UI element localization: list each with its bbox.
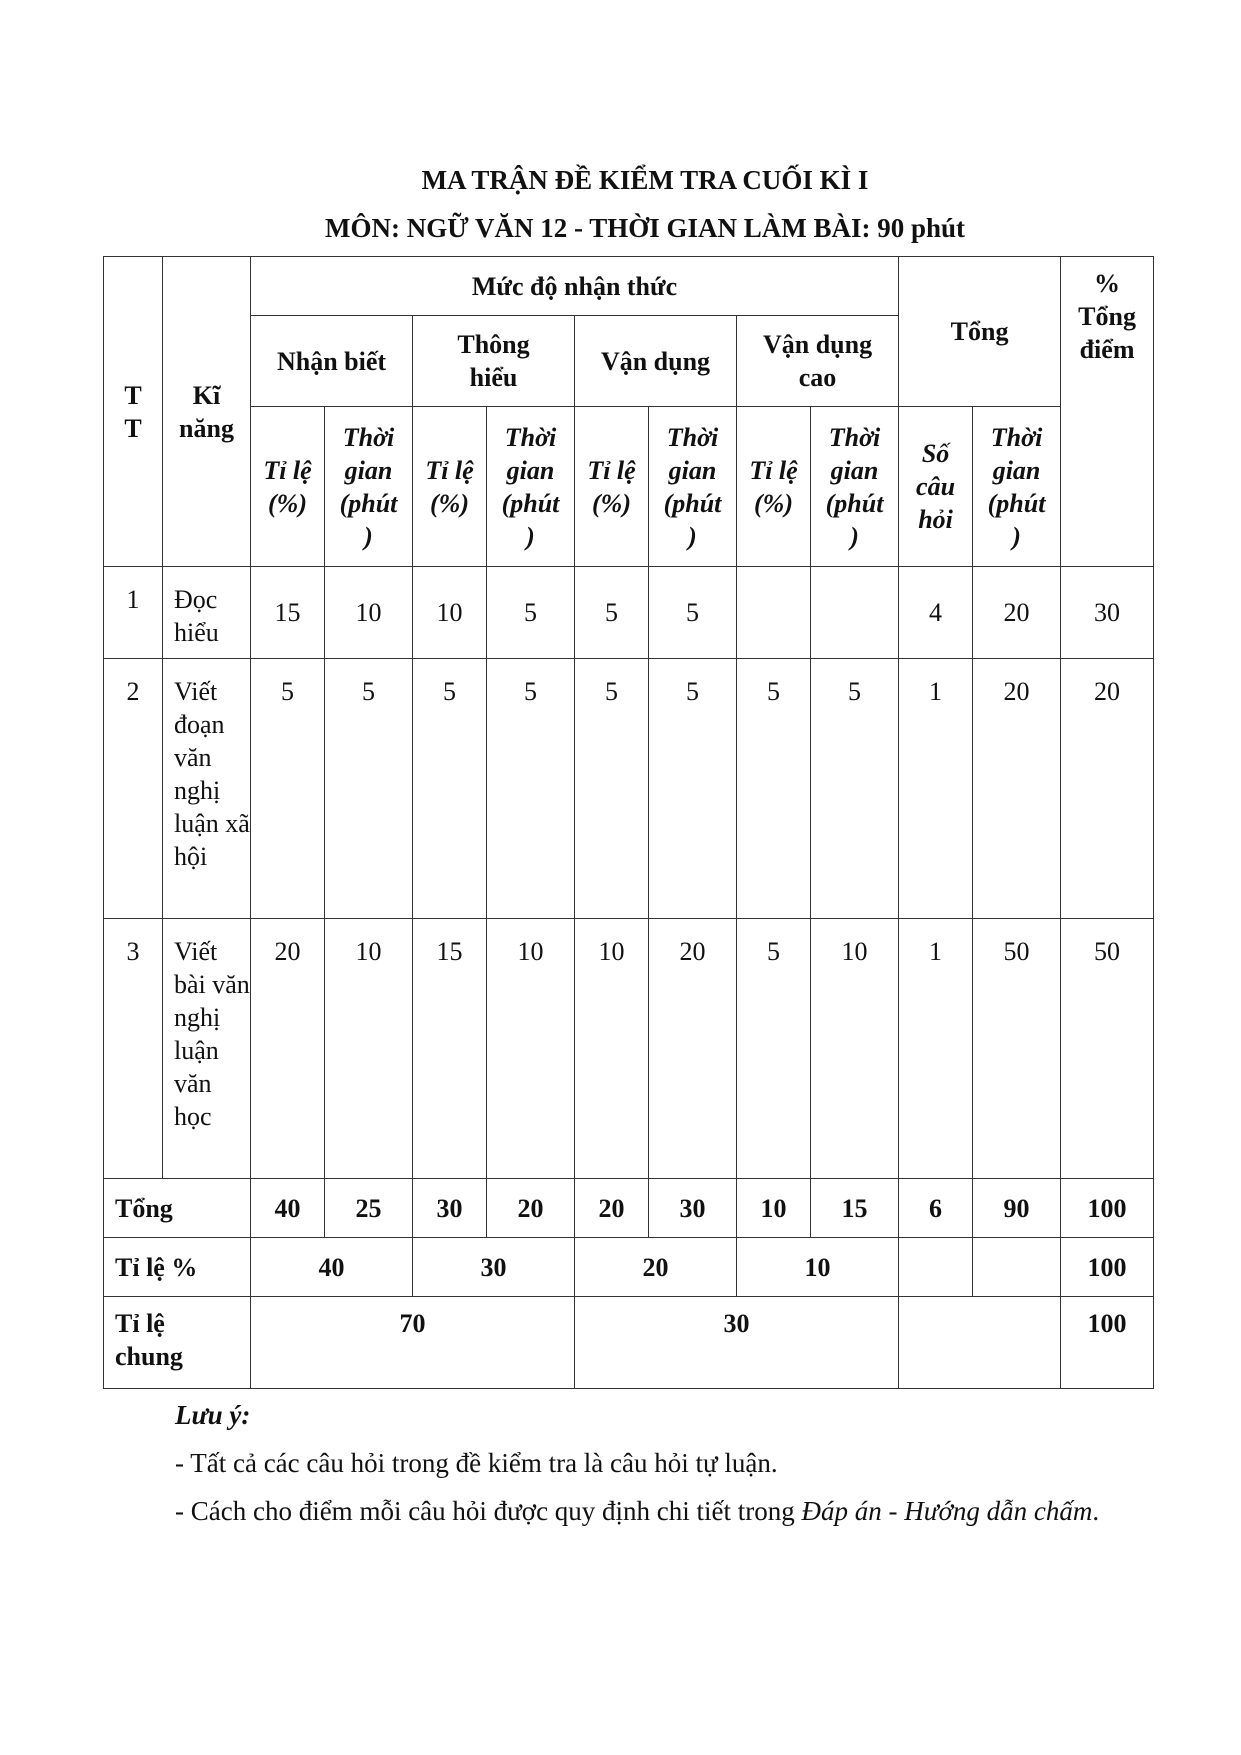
cell-value: 10	[413, 567, 487, 659]
total-cell: 100	[1061, 1179, 1154, 1238]
cell-value: 5	[575, 659, 649, 919]
cell-value: 15	[251, 567, 325, 659]
total-cell: 30	[413, 1179, 487, 1238]
notes-section	[175, 1398, 1135, 1542]
header-skill: Kĩ năng	[163, 257, 251, 567]
cell-value: 10	[325, 567, 413, 659]
header-van-dung-cao: Vận dụng cao	[737, 316, 899, 407]
cell-value: 50	[1061, 919, 1154, 1179]
general-cell	[899, 1297, 1061, 1389]
header-thoi-gian: Thời gian (phút )	[325, 407, 413, 567]
note-line-2-emphasis: Đáp án - Hướng dẫn chấm	[801, 1496, 1093, 1526]
header-ti-le: Tỉ lệ (%)	[737, 407, 811, 567]
ratio-cell: 30	[413, 1238, 575, 1297]
header-ti-le: Tỉ lệ (%)	[251, 407, 325, 567]
cell-value: 20	[973, 567, 1061, 659]
header-level-group: Mức độ nhận thức	[251, 257, 899, 316]
row-skill: Viết đoạn văn nghị luận xã hội	[163, 659, 251, 919]
ratio-row	[104, 1238, 1154, 1297]
cell-value: 20	[251, 919, 325, 1179]
general-cell: 30	[575, 1297, 899, 1389]
note-line-2-text: - Cách cho điểm mỗi câu hỏi được quy định chi tiết trong	[175, 1496, 802, 1526]
header-thong-hieu: Thông hiểu	[413, 316, 575, 407]
total-cell: 10	[737, 1179, 811, 1238]
cell-value	[737, 567, 811, 659]
header-pct-total: % Tổng điểm	[1061, 257, 1154, 567]
total-row	[104, 1179, 1154, 1238]
table-row	[104, 919, 1154, 1179]
ratio-row-label: Tỉ lệ %	[104, 1238, 251, 1297]
ratio-cell: 100	[1061, 1238, 1154, 1297]
cell-value: 10	[487, 919, 575, 1179]
cell-value: 50	[973, 919, 1061, 1179]
cell-value: 5	[251, 659, 325, 919]
total-cell: 20	[575, 1179, 649, 1238]
header-thoi-gian: Thời gian (phút )	[649, 407, 737, 567]
cell-value: 1	[899, 919, 973, 1179]
cell-value: 5	[325, 659, 413, 919]
cell-value: 5	[487, 659, 575, 919]
cell-value: 15	[413, 919, 487, 1179]
header-so-cau-hoi: Số câu hỏi	[899, 407, 973, 567]
note-line-1: - Tất cả các câu hỏi trong đề kiểm tra là câu hỏi tự luận.	[175, 1448, 778, 1478]
note-line-2	[175, 1494, 1135, 1528]
total-cell: 6	[899, 1179, 973, 1238]
table-row	[104, 567, 1154, 659]
general-ratio-row	[104, 1297, 1154, 1389]
total-row-label: Tổng	[104, 1179, 251, 1238]
cell-value: 5	[575, 567, 649, 659]
ratio-cell: 10	[737, 1238, 899, 1297]
header-thoi-gian: Thời gian (phút )	[487, 407, 575, 567]
cell-value: 5	[737, 659, 811, 919]
header-total: Tổng	[899, 257, 1061, 407]
header-van-dung: Vận dụng	[575, 316, 737, 407]
row-skill: Đọc hiểu	[163, 567, 251, 659]
cell-value: 5	[413, 659, 487, 919]
row-skill: Viết bài văn nghị luận văn học	[163, 919, 251, 1179]
document-title: MA TRẬN ĐỀ KIỂM TRA CUỐI KÌ I	[421, 165, 869, 195]
cell-value: 5	[811, 659, 899, 919]
ratio-cell: 20	[575, 1238, 737, 1297]
assessment-matrix-table	[103, 256, 1154, 1389]
header-thoi-gian: Thời gian (phút )	[973, 407, 1061, 567]
cell-value: 10	[325, 919, 413, 1179]
row-index: 2	[104, 659, 163, 919]
header-thoi-gian: Thời gian (phút )	[811, 407, 899, 567]
header-nhan-biet: Nhận biết	[251, 316, 413, 407]
general-cell: 70	[251, 1297, 575, 1389]
total-cell: 30	[649, 1179, 737, 1238]
ratio-cell	[899, 1238, 973, 1297]
cell-value: 4	[899, 567, 973, 659]
cell-value: 10	[811, 919, 899, 1179]
notes-title: Lưu ý:	[175, 1400, 251, 1430]
header-ti-le: Tỉ lệ (%)	[413, 407, 487, 567]
cell-value: 10	[575, 919, 649, 1179]
ratio-cell: 40	[251, 1238, 413, 1297]
cell-value: 30	[1061, 567, 1154, 659]
cell-value: 5	[649, 567, 737, 659]
cell-value: 5	[649, 659, 737, 919]
ratio-cell	[973, 1238, 1061, 1297]
total-cell: 20	[487, 1179, 575, 1238]
cell-value	[811, 567, 899, 659]
row-index: 1	[104, 567, 163, 659]
general-row-label: Tỉ lệ chung	[104, 1297, 251, 1389]
note-line-2-end: .	[1092, 1496, 1100, 1526]
cell-value: 20	[649, 919, 737, 1179]
cell-value: 5	[487, 567, 575, 659]
header-tt: T T	[104, 257, 163, 567]
row-index: 3	[104, 919, 163, 1179]
cell-value: 20	[973, 659, 1061, 919]
total-cell: 40	[251, 1179, 325, 1238]
total-cell: 25	[325, 1179, 413, 1238]
header-ti-le: Tỉ lệ (%)	[575, 407, 649, 567]
cell-value: 1	[899, 659, 973, 919]
total-cell: 15	[811, 1179, 899, 1238]
cell-value: 20	[1061, 659, 1154, 919]
general-cell: 100	[1061, 1297, 1154, 1389]
cell-value: 5	[737, 919, 811, 1179]
total-cell: 90	[973, 1179, 1061, 1238]
document-subtitle: MÔN: NGỮ VĂN 12 - THỜI GIAN LÀM BÀI: 90 phút	[324, 213, 966, 243]
table-row	[104, 659, 1154, 919]
